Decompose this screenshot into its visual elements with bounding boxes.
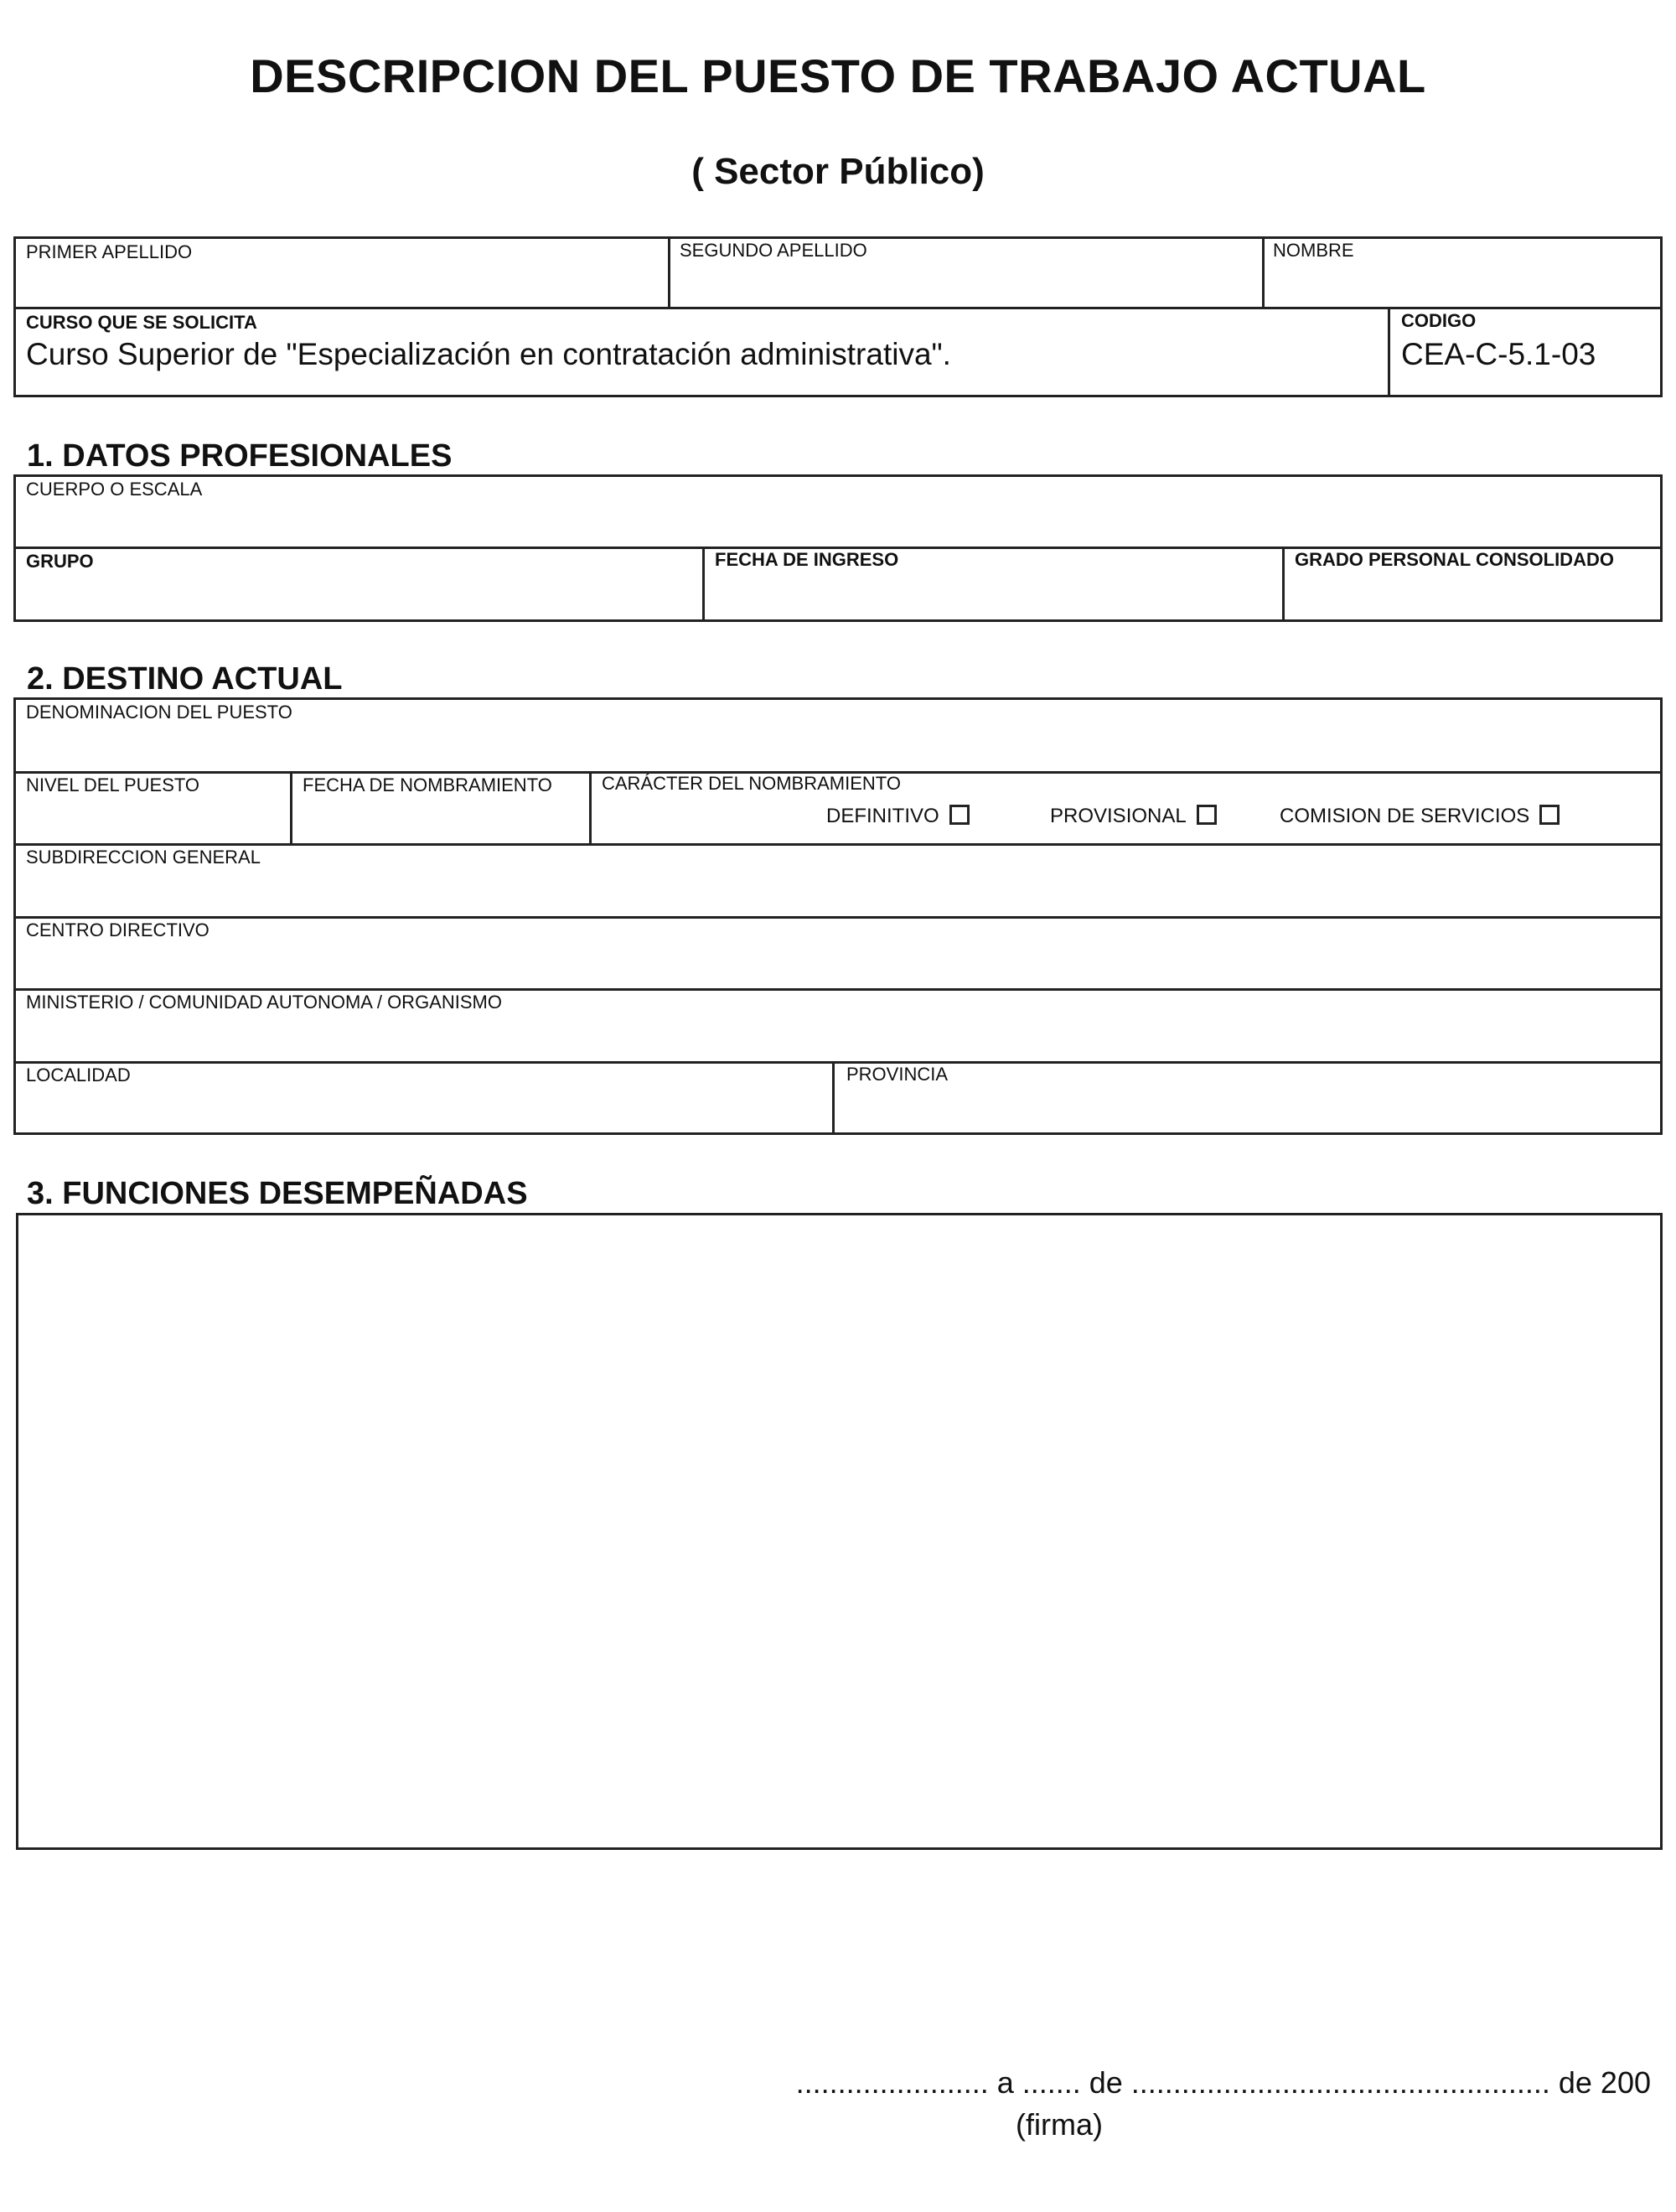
cuerpo-escala-field[interactable] [16,477,1660,547]
checkbox-definitivo[interactable] [949,805,970,825]
funciones-textarea[interactable] [16,1213,1663,1850]
fecha-ingreso-label: FECHA DE INGRESO [715,549,899,570]
nivel-field[interactable] [16,774,290,843]
localidad-field[interactable] [16,1064,832,1132]
checkbox-provisional[interactable] [1197,805,1217,825]
grado-field[interactable] [1285,549,1660,619]
checkbox-comision[interactable] [1539,805,1560,825]
centro-directivo-field[interactable] [16,919,1660,988]
primer-apellido-label: PRIMER APELLIDO [26,241,193,262]
segundo-apellido-label: SEGUNDO APELLIDO [680,240,867,261]
codigo-label: CODIGO [1401,310,1477,331]
grupo-label: GRUPO [26,551,94,572]
codigo-field [1390,309,1660,395]
localidad-label: LOCALIDAD [26,1065,131,1085]
curso-field [16,309,1388,395]
caracter-field [592,774,1660,843]
nivel-label: NIVEL DEL PUESTO [26,774,200,795]
caracter-label: CARÁCTER DEL NOMBRAMIENTO [602,773,901,794]
cuerpo-escala-label: CUERPO O ESCALA [26,479,203,500]
date-line: ....................... a ....... de .................................................. de 200 [795,2065,1651,2100]
subdireccion-label: SUBDIRECCION GENERAL [26,847,261,868]
grupo-field[interactable] [16,549,702,619]
nombre-label: NOMBRE [1273,240,1354,261]
page-title: DESCRIPCION DEL PUESTO DE TRABAJO ACTUAL [250,49,1426,102]
firma-label: (firma) [1016,2107,1103,2142]
section-2-heading: 2. DESTINO ACTUAL [27,661,343,697]
curso-label: CURSO QUE SE SOLICITA [26,312,257,333]
section-1-heading: 1. DATOS PROFESIONALES [27,438,453,474]
option-definitivo-label: DEFINITIVO [826,805,939,827]
nombre-field[interactable] [1265,239,1660,307]
section-3-heading: 3. FUNCIONES DESEMPEÑADAS [27,1176,528,1211]
option-comision-label: COMISION DE SERVICIOS [1280,805,1530,827]
grado-label: GRADO PERSONAL CONSOLIDADO [1295,549,1614,570]
subdireccion-field[interactable] [16,846,1660,916]
curso-value: Curso Superior de "Especialización en contratación administrativa". [26,337,951,371]
denominacion-label: DENOMINACION DEL PUESTO [26,702,292,723]
fecha-ingreso-field[interactable] [705,549,1282,619]
provincia-label: PROVINCIA [846,1064,949,1085]
centro-directivo-label: CENTRO DIRECTIVO [26,920,210,940]
provincia-field[interactable] [835,1064,1660,1132]
segundo-apellido-field[interactable] [670,239,1262,307]
ministerio-label: MINISTERIO / COMUNIDAD AUTONOMA / ORGANISMO [26,992,502,1013]
option-definitivo[interactable] [826,805,970,828]
codigo-value: CEA-C-5.1-03 [1401,337,1596,371]
primer-apellido-field[interactable] [16,239,668,307]
fecha-nombramiento-label: FECHA DE NOMBRAMIENTO [303,774,552,795]
option-provisional-label: PROVISIONAL [1050,805,1187,827]
fecha-nombramiento-field[interactable] [292,774,589,843]
option-comision[interactable] [1280,805,1560,828]
page-subtitle: ( Sector Público) [691,151,985,192]
denominacion-field[interactable] [16,700,1660,771]
ministerio-field[interactable] [16,991,1660,1061]
option-provisional[interactable] [1050,805,1217,828]
